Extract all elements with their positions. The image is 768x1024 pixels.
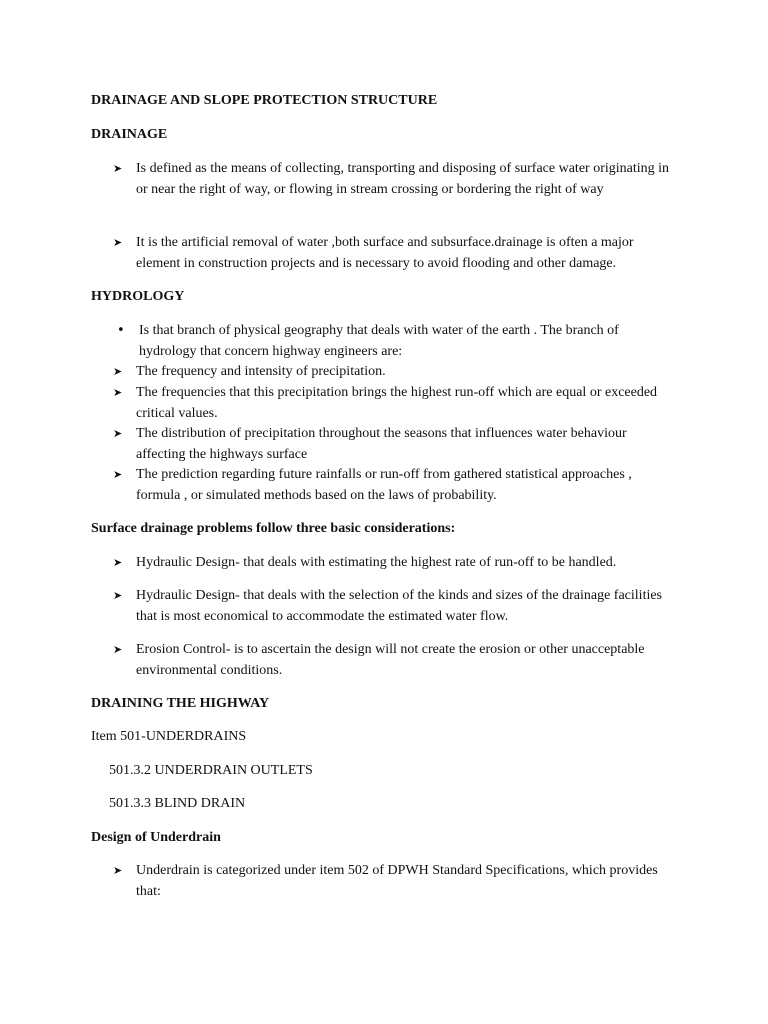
arrowhead-bullet-icon: ➤: [113, 236, 123, 249]
round-bullet-icon: •: [117, 323, 125, 338]
arrowhead-bullet-icon: ➤: [113, 864, 123, 877]
section-heading-surface-drainage: Surface drainage problems follow three basic considerations:: [91, 521, 456, 536]
section-heading-draining-the-highway: DRAINING THE HIGHWAY: [91, 696, 270, 711]
arrowhead-bullet-icon: ➤: [113, 556, 123, 569]
arrowhead-bullet-icon: ➤: [113, 589, 123, 602]
section-heading-hydrology: HYDROLOGY: [91, 289, 185, 304]
list-item: ➤ The prediction regarding future rainfalls or run-off from gathered statistical approaches , formula , or simulated methods based on the laws of probability.: [113, 467, 632, 503]
list-item: ➤ The frequency and intensity of precipitation.: [113, 362, 673, 383]
list-item: ➤ Erosion Control- is to ascertain the design will not create the erosion or other unacceptable environmental conditions.: [113, 642, 645, 678]
list-item: ➤ It is the artificial removal of water ,both surface and subsurface.drainage is often a major element in construction projects and is necessary to avoid flooding and other damage.: [113, 235, 634, 271]
section-heading-design-of-underdrain: Design of Underdrain: [91, 830, 221, 845]
list-item: • Is that branch of physical geography that deals with water of the earth . The branch of hydrology that concern highway engineers are:: [117, 323, 619, 359]
item-line: Item 501-UNDERDRAINS: [91, 729, 247, 744]
section-heading-drainage: DRAINAGE: [91, 127, 168, 142]
list-item: ➤ Hydraulic Design- that deals with the selection of the kinds and sizes of the drainage facilities that is most economical to accommodate the estimated water flow.: [113, 588, 663, 624]
sub-item-line: 501.3.2 UNDERDRAIN OUTLETS: [109, 763, 313, 778]
arrowhead-bullet-icon: ➤: [113, 365, 123, 378]
document-title: DRAINAGE AND SLOPE PROTECTION STRUCTURE: [91, 93, 438, 108]
arrowhead-bullet-icon: ➤: [113, 468, 123, 481]
list-item: ➤ Hydraulic Design- that deals with estimating the highest rate of run-off to be handled.: [113, 553, 673, 574]
list-item: ➤ The frequencies that this precipitation brings the highest run-off which are equal or exceeded critical values.: [113, 385, 658, 421]
arrowhead-bullet-icon: ➤: [113, 386, 123, 399]
arrowhead-bullet-icon: ➤: [113, 427, 123, 440]
list-item: ➤ Underdrain is categorized under item 502 of DPWH Standard Specifications, which provides that:: [113, 863, 658, 899]
list-item: ➤ The distribution of precipitation throughout the seasons that influences water behaviour affecting the highways surface: [113, 426, 627, 462]
arrowhead-bullet-icon: ➤: [113, 643, 123, 656]
sub-item-line: 501.3.3 BLIND DRAIN: [109, 796, 246, 811]
arrowhead-bullet-icon: ➤: [113, 162, 123, 175]
list-item: ➤ Is defined as the means of collecting, transporting and disposing of surface water originating in or near the right of way, or flowing in stream crossing or bordering the right of way: [113, 161, 670, 197]
